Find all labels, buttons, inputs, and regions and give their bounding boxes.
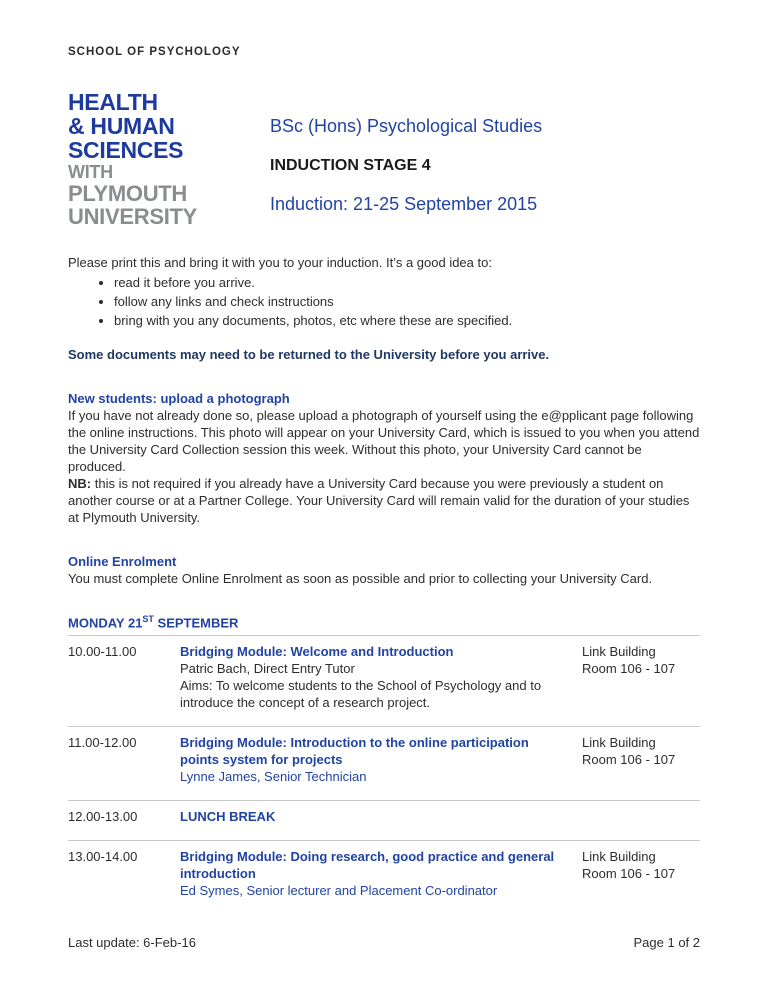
session-main <box>180 734 582 785</box>
intro-section <box>68 254 700 331</box>
nb-label: NB: <box>68 476 92 491</box>
schedule-row <box>68 840 700 914</box>
logo-line-with: WITH <box>68 162 113 182</box>
session-presenter: Ed Symes, Senior lecturer and Placement Co-ordinator <box>180 883 498 899</box>
session-title: LUNCH BREAK <box>180 809 276 825</box>
nb-body: this is not required if you already have a University Card because you were previously a student on another course or at a Partner College. Your University Card will remain valid for the duration of your studies at Plymouth University. <box>68 476 690 525</box>
logo-line-health: HEALTH <box>68 89 158 115</box>
section-heading: New students: upload a photograph <box>68 391 290 406</box>
schedule-row <box>68 635 700 726</box>
bullet-item: • read it before you arrive. <box>114 274 700 291</box>
bullet-item: • follow any links and check instructions <box>114 293 700 310</box>
schedule-row <box>68 800 700 840</box>
session-presenter: Patric Bach, Direct Entry Tutor <box>180 661 355 677</box>
session-time: 12.00-13.00 <box>68 809 138 825</box>
session-main <box>180 848 582 899</box>
induction-dates: Induction: 21-25 September 2015 <box>270 194 538 214</box>
session-time: 10.00-11.00 <box>68 644 137 660</box>
location-building: Link Building <box>582 849 656 865</box>
logo-health-human-sciences <box>68 90 270 162</box>
documents-warning: Some documents may need to be returned to the University before you arrive. <box>68 347 550 362</box>
section-online-enrolment <box>68 553 700 587</box>
location-room: Room 106 - 107 <box>582 866 676 882</box>
logo-line-plymouth: PLYMOUTH <box>68 181 188 206</box>
course-title: BSc (Hons) Psychological Studies <box>270 116 543 136</box>
session-main <box>180 643 582 711</box>
location-room: Room 106 - 107 <box>582 661 676 677</box>
session-presenter: Lynne James, Senior Technician <box>180 769 367 785</box>
location-room: Room 106 - 107 <box>582 752 676 768</box>
section-heading: Online Enrolment <box>68 554 177 569</box>
bullet-item: • bring with you any documents, photos, etc where these are specified. <box>114 312 700 329</box>
schedule-monday <box>68 614 700 914</box>
day-prefix: MONDAY 21 <box>68 615 143 631</box>
schedule-row <box>68 726 700 800</box>
day-heading <box>68 614 700 635</box>
page-number: Page 1 of 2 <box>633 935 700 950</box>
section-body: If you have not already done so, please upload a photograph of yourself using the e@pplicant page following the online instructions. This photo will appear on your University Card, which is issued to you when you attend the University Card Collection session this week. Without this photo, your University Card cannot be produced. <box>68 408 700 474</box>
last-update: Last update: 6-Feb-16 <box>68 935 196 950</box>
university-logo <box>68 90 270 228</box>
session-title: Bridging Module: Introduction to the online participation points system for projects <box>180 735 529 768</box>
section-body: You must complete Online Enrolment as soon as possible and prior to collecting your University Card. <box>68 571 653 586</box>
location-building: Link Building <box>582 735 656 751</box>
session-location <box>582 848 700 899</box>
session-location <box>582 734 700 785</box>
induction-stage-title: INDUCTION STAGE 4 <box>270 157 431 174</box>
title-block <box>270 90 542 228</box>
session-location <box>582 643 700 711</box>
masthead <box>68 90 700 228</box>
logo-plymouth-university <box>68 162 270 228</box>
logo-line-human: & HUMAN <box>68 113 175 139</box>
session-title: Bridging Module: Doing research, good practice and general introduction <box>180 849 555 882</box>
intro-lead: Please print this and bring it with you to your induction. It’s a good idea to: <box>68 255 492 270</box>
section-upload-photograph <box>68 390 700 526</box>
day-ordinal: ST <box>142 614 154 624</box>
logo-line-sciences: SCIENCES <box>68 137 184 163</box>
session-time: 13.00-14.00 <box>68 849 138 865</box>
school-header: SCHOOL OF PSYCHOLOGY <box>68 46 241 58</box>
section-nb <box>68 475 700 526</box>
page-footer <box>68 935 700 950</box>
session-main <box>180 808 582 825</box>
logo-line-university: UNIVERSITY <box>68 204 198 229</box>
intro-bullet-list <box>68 274 700 329</box>
day-suffix: SEPTEMBER <box>153 615 239 631</box>
session-time: 11.00-12.00 <box>68 735 137 751</box>
session-location <box>582 808 700 825</box>
location-building: Link Building <box>582 644 656 660</box>
session-title: Bridging Module: Welcome and Introduction <box>180 644 454 660</box>
session-details: Aims: To welcome students to the School of Psychology and to introduce the concept of a research project. <box>180 678 542 711</box>
